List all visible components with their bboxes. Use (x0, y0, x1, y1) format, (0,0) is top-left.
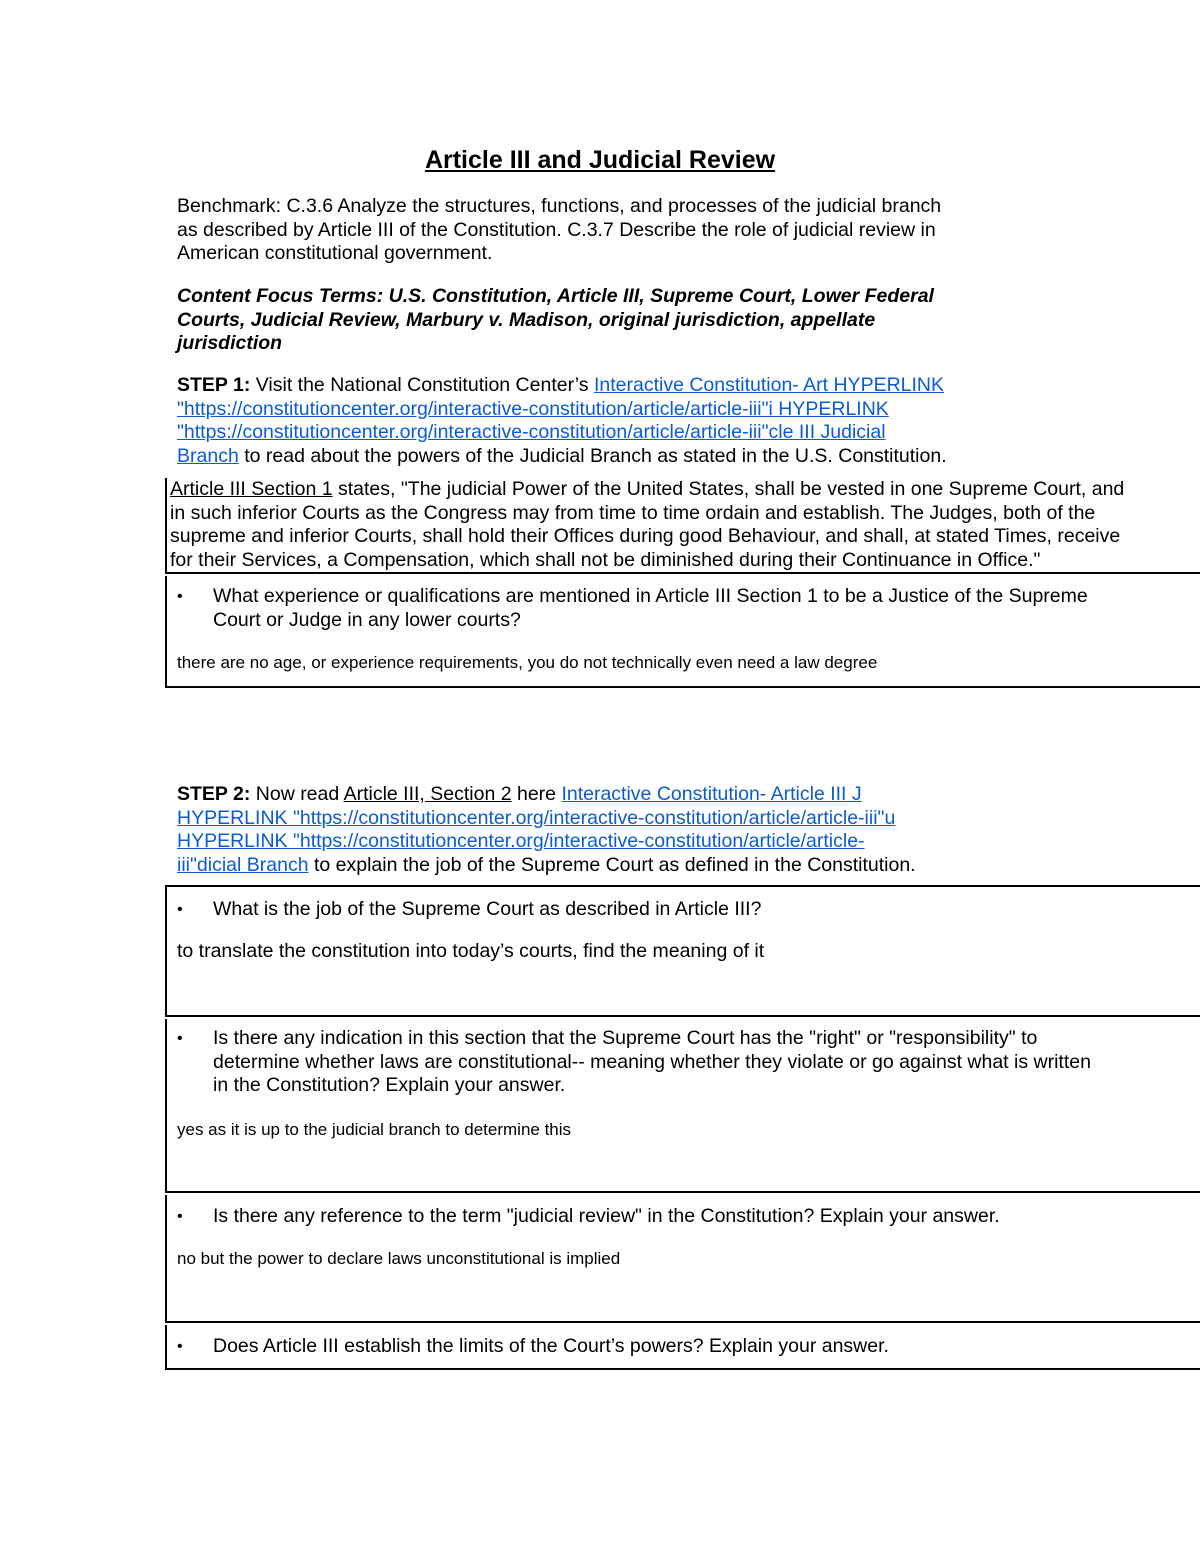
question-3-box (165, 1019, 1200, 1193)
question-1-box (165, 576, 1200, 688)
benchmark-line-2: as described by Article III of the Constitution. C.3.7 Describe the role of judicial review in (177, 218, 936, 241)
step-1-link-part-3[interactable]: "https://constitutioncenter.org/interactive-constitution/article/article-iii"cle III Judicial (177, 421, 886, 443)
question-1-text (177, 585, 1200, 632)
question-3-line-2: determine whether laws are constitutional-- meaning whether they violate or go against what is written (213, 1050, 1091, 1073)
step-2-link-part-4[interactable]: iii"dicial Branch (177, 853, 309, 876)
question-3-line-3: in the Constitution? Explain your answer. (213, 1074, 566, 1096)
article-iii-section-1-quote (165, 478, 1200, 574)
quote-line-1: states, "The judicial Power of the United States, shall be vested in one Supreme Court, and (332, 478, 1125, 500)
bullet-icon: • (177, 588, 183, 605)
bullet-icon: • (177, 1338, 183, 1355)
step-2-intro: Now read (250, 783, 344, 805)
step-1-outro: to read about the powers of the Judicial Branch as stated in the U.S. Constitution. (238, 444, 947, 467)
step-2-label: STEP 2: (177, 783, 251, 805)
step-1-intro: Visit the National Constitution Center’s (250, 374, 594, 396)
focus-terms-line-3: jurisdiction (177, 332, 283, 354)
content-focus-terms (177, 285, 1037, 356)
question-1-line-2: Court or Judge in any lower courts? (213, 608, 521, 631)
step-2-link-part-1[interactable]: Interactive Constitution- Article III J (561, 783, 862, 805)
quote-line-3: supreme and inferior Courts, shall hold their Offices during good Behaviour, and shall, at stated Times, receive (170, 525, 1121, 547)
step-2-outro: to explain the job of the Supreme Court as defined in the Constitution. (308, 853, 916, 876)
page-title: Article III and Judicial Review (424, 146, 776, 174)
question-5-text: Does Article III establish the limits of the Court’s powers? Explain your answer. (213, 1335, 889, 1357)
quote-line-4: for their Services, a Compensation, which shall not be diminished during their Continuance in Office." (170, 548, 1041, 571)
focus-terms-line-2: Courts, Judicial Review, Marbury v. Madison, original jurisdiction, appellate (177, 308, 876, 331)
answer-2-field[interactable]: to translate the constitution into today’s courts, find the meaning of it (177, 940, 765, 962)
step-2-here: here (511, 783, 562, 805)
bullet-icon: • (177, 1030, 183, 1047)
step-2-link-part-3[interactable]: HYPERLINK "https://constitutioncenter.org/interactive-constitution/article/article- (177, 830, 865, 852)
step-2-instructions (177, 783, 1017, 877)
benchmark-line-3: American constitutional government. (177, 242, 493, 264)
question-2-text: What is the job of the Supreme Court as described in Article III? (213, 898, 762, 920)
question-4-text: Is there any reference to the term "judicial review" in the Constitution? Explain your answer. (213, 1205, 1000, 1227)
answer-4-field[interactable]: no but the power to declare laws unconstitutional is implied (177, 1249, 621, 1268)
answer-1-field[interactable]: there are no age, or experience requirements, you do not technically even need a law degree (177, 653, 878, 672)
question-1-line-1: What experience or qualifications are mentioned in Article III Section 1 to be a Justice of the Supreme (213, 585, 1088, 607)
article-iii-section-1-link[interactable]: Article III Section 1 (170, 478, 333, 500)
step-2-link-part-2[interactable]: HYPERLINK "https://constitutioncenter.org/interactive-constitution/article/article-iii"u (177, 806, 896, 829)
question-5-box (165, 1325, 1200, 1370)
quote-line-2: in such inferior Courts as the Congress may from time to time ordain and establish. The Judges, both of the (170, 501, 1096, 524)
step-1-link-part-4[interactable]: Branch (177, 444, 239, 467)
benchmark-text (177, 195, 1037, 266)
benchmark-line-1: Benchmark: C.3.6 Analyze the structures, functions, and processes of the judicial branch (177, 195, 942, 217)
article-iii-section-2-link[interactable]: Article III, Section 2 (343, 783, 512, 805)
question-2-box (165, 885, 1200, 1017)
step-1-instructions (177, 374, 1037, 468)
focus-terms-line-1: Content Focus Terms: U.S. Constitution, Article III, Supreme Court, Lower Federal (177, 285, 934, 307)
step-1-link-part-1[interactable]: Interactive Constitution- Art HYPERLINK (593, 374, 945, 396)
step-1-label: STEP 1: (177, 374, 251, 396)
answer-3-field[interactable]: yes as it is up to the judicial branch to determine this (177, 1120, 572, 1139)
bullet-icon: • (177, 901, 183, 918)
step-1-link-part-2[interactable]: "https://constitutioncenter.org/interactive-constitution/article/article-iii"i HYPERLINK (177, 397, 889, 420)
question-3-line-1: Is there any indication in this section that the Supreme Court has the "right" or "responsibility" to (213, 1027, 1038, 1049)
bullet-icon: • (177, 1208, 183, 1225)
question-3-text (177, 1027, 1200, 1098)
question-4-box (165, 1195, 1200, 1323)
